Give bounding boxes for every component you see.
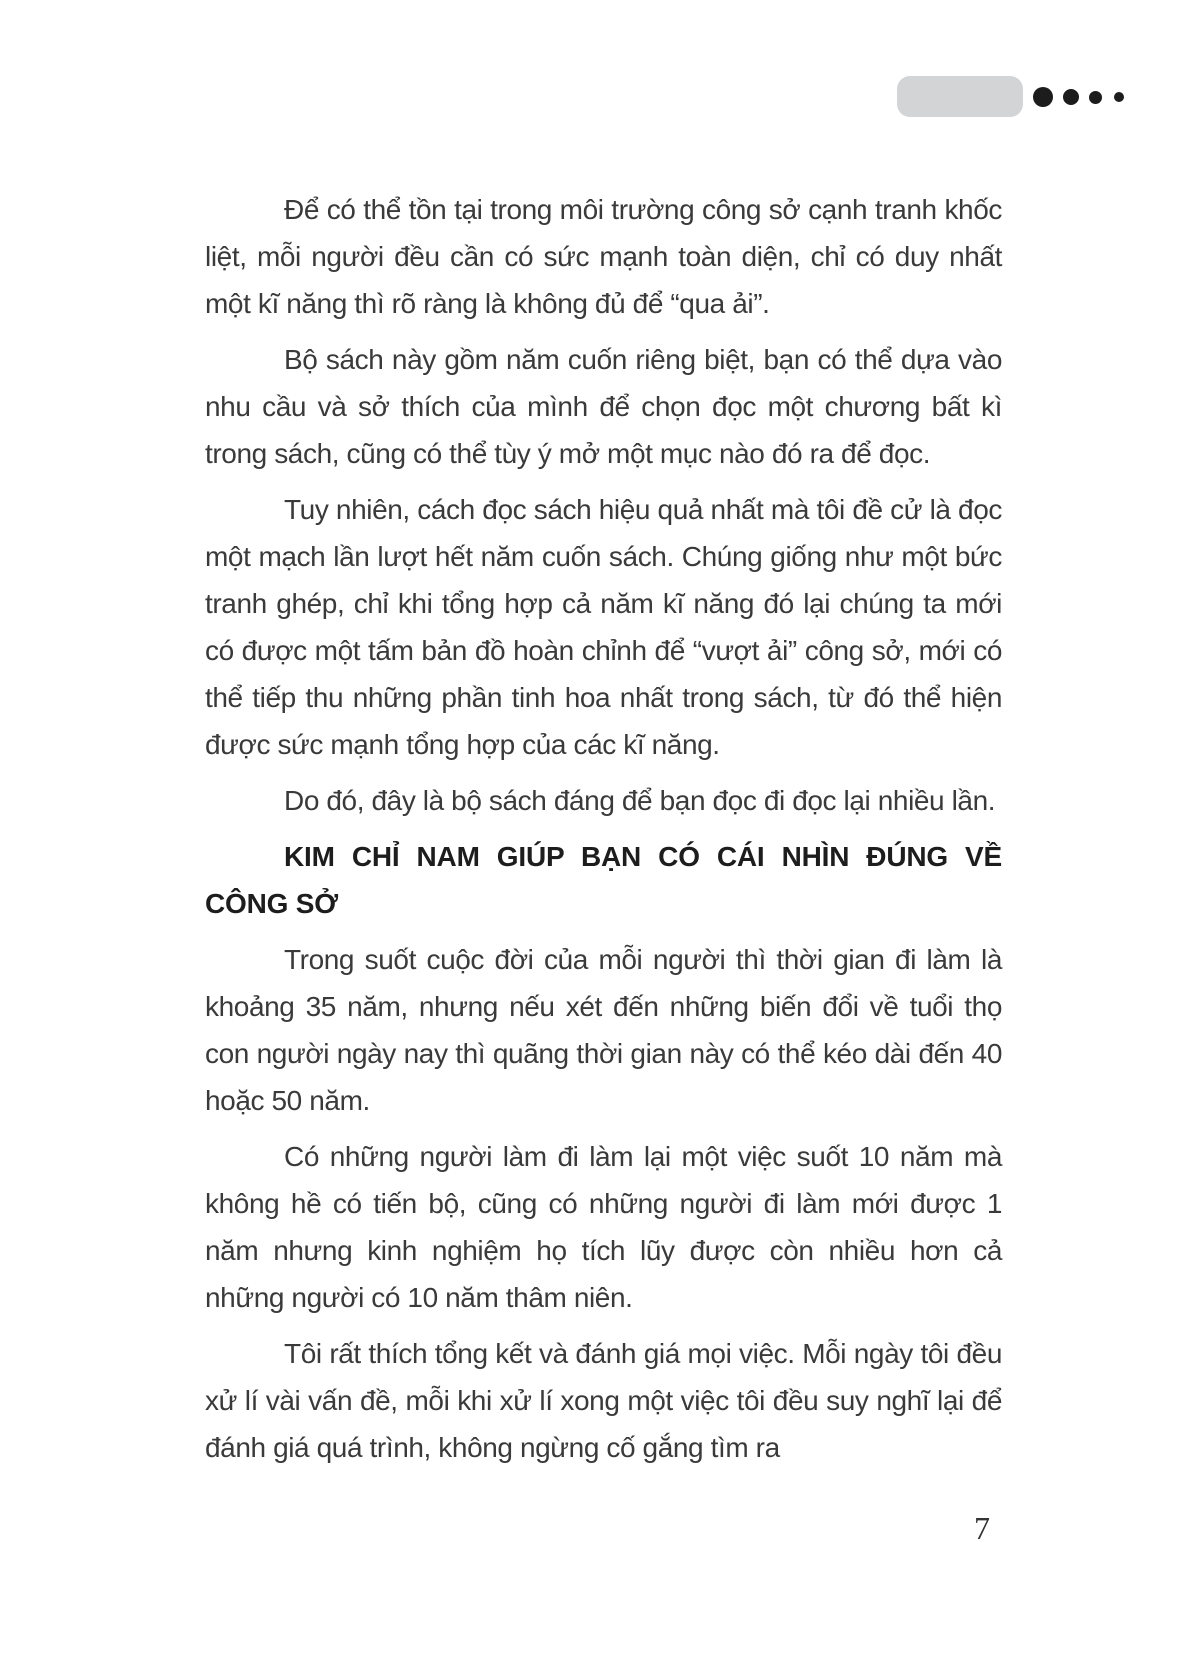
- page-number: 7: [974, 1510, 990, 1546]
- dot-icon: [1063, 89, 1079, 105]
- section-heading: KIM CHỈ NAM GIÚP BẠN CÓ CÁI NHÌN ĐÚNG VỀ CÔNG SỞ: [205, 841, 1002, 919]
- dot-icon: [1033, 87, 1053, 107]
- paragraph: Trong suốt cuộc đời của mỗi người thì thời gian đi làm là khoảng 35 năm, nhưng nếu xét đến những biến đổi về tuổi thọ con người ngày nay thì quãng thời gian này có thể kéo dài đến 40 hoặc 50 năm.: [205, 944, 1002, 1116]
- text-block: [205, 186, 1002, 1480]
- dot-icon: [1089, 91, 1102, 104]
- paragraph: Do đó, đây là bộ sách đáng để bạn đọc đi đọc lại nhiều lần.: [284, 785, 996, 816]
- header-decoration: [0, 0, 1189, 140]
- paragraph: Tôi rất thích tổng kết và đánh giá mọi việc. Mỗi ngày tôi đều xử lí vài vấn đề, mỗi khi xử lí xong một việc tôi đều suy nghĩ lại để đánh giá quá trình, không ngừng cố gắng tìm ra: [205, 1338, 1002, 1463]
- paragraph: Có những người làm đi làm lại một việc suốt 10 năm mà không hề có tiến bộ, cũng có những người đi làm mới được 1 năm nhưng kinh nghiệm họ tích lũy được còn nhiều hơn cả những người có 10 năm thâm niên.: [205, 1141, 1002, 1313]
- paragraph: Để có thể tồn tại trong môi trường công sở cạnh tranh khốc liệt, mỗi người đều cần có sức mạnh toàn diện, chỉ có duy nhất một kĩ năng thì rõ ràng là không đủ để “qua ải”.: [205, 194, 1002, 319]
- paragraph: Bộ sách này gồm năm cuốn riêng biệt, bạn có thể dựa vào nhu cầu và sở thích của mình để chọn đọc một chương bất kì trong sách, cũng có thể tùy ý mở một mục nào đó ra để đọc.: [205, 344, 1002, 469]
- header-pill-icon: [897, 76, 1023, 117]
- paragraph: Tuy nhiên, cách đọc sách hiệu quả nhất mà tôi đề cử là đọc một mạch lần lượt hết năm cuốn sách. Chúng giống như một bức tranh ghép, chỉ khi tổng hợp cả năm kĩ năng đó lại chúng ta mới có được một tấm bản đồ hoàn chỉnh để “vượt ải” công sở, mới có thể tiếp thu những phần tinh hoa nhất trong sách, từ đó thể hiện được sức mạnh tổng hợp của các kĩ năng.: [205, 494, 1002, 760]
- dot-icon: [1114, 92, 1124, 102]
